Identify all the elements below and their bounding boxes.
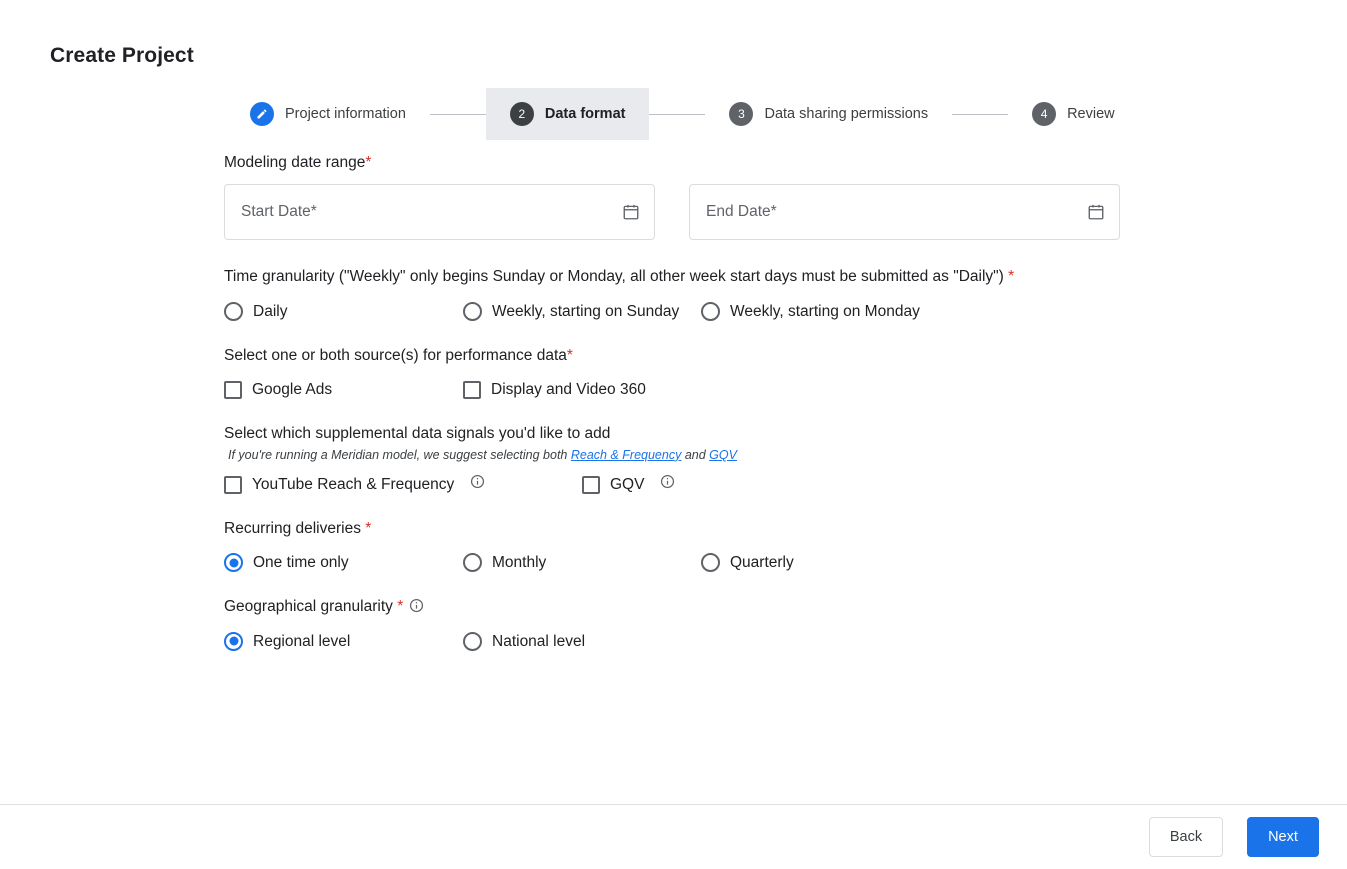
link-reach-frequency[interactable]: Reach & Frequency bbox=[570, 447, 682, 462]
required-asterisk: * bbox=[365, 154, 372, 171]
next-button[interactable]: Next bbox=[1247, 817, 1319, 857]
supplemental-signals-label: Select which supplemental data signals you'd like to add bbox=[224, 425, 611, 443]
radio-circle-daily[interactable] bbox=[224, 302, 243, 321]
performance-data-sources-options bbox=[224, 379, 1184, 401]
radio-label-one-time-only: One time only bbox=[253, 554, 349, 572]
stepper-step-data-sharing-permissions[interactable] bbox=[705, 88, 952, 140]
step-4-circle: 4 bbox=[1032, 102, 1056, 126]
step-4-label: Review bbox=[1067, 106, 1115, 122]
supplemental-signals-hint bbox=[228, 448, 1184, 462]
pencil-icon bbox=[256, 108, 268, 120]
footer-bar bbox=[0, 804, 1347, 869]
radio-label-monthly: Monthly bbox=[492, 554, 547, 572]
radio-circle-national-level[interactable] bbox=[463, 632, 482, 651]
checkbox-label-gqv: GQV bbox=[610, 475, 645, 493]
recurring-deliveries-label bbox=[224, 518, 1124, 540]
date-range-row bbox=[224, 184, 1184, 240]
geographical-granularity-block bbox=[224, 596, 1184, 652]
radio-circle-one-time-only[interactable] bbox=[224, 553, 243, 572]
radio-label-national-level: National level bbox=[492, 632, 586, 650]
time-granularity-label bbox=[224, 266, 1124, 288]
step-1-label: Project information bbox=[285, 106, 406, 122]
checkbox-google-ads[interactable] bbox=[224, 381, 242, 399]
end-date-placeholder: End Date* bbox=[706, 203, 777, 221]
radio-circle-quarterly[interactable] bbox=[701, 553, 720, 572]
checkbox-option-display-video-360[interactable] bbox=[463, 379, 646, 401]
stepper-step-review[interactable] bbox=[1008, 88, 1139, 140]
required-asterisk: * bbox=[397, 598, 404, 616]
checkbox-youtube-reach-frequency[interactable] bbox=[224, 476, 242, 494]
stepper-step-project-information[interactable] bbox=[226, 88, 430, 140]
radio-circle-monthly[interactable] bbox=[463, 553, 482, 572]
modeling-date-range-label bbox=[224, 152, 1184, 174]
checkbox-option-youtube-reach-frequency[interactable] bbox=[224, 474, 582, 496]
info-icon[interactable] bbox=[409, 598, 424, 613]
step-connector-2 bbox=[649, 114, 705, 115]
radio-option-quarterly[interactable] bbox=[701, 552, 941, 574]
step-2-label: Data format bbox=[544, 106, 626, 122]
radio-label-weekly-monday: Weekly, starting on Monday bbox=[730, 302, 920, 320]
info-icon[interactable] bbox=[660, 474, 675, 489]
end-date-input[interactable] bbox=[689, 184, 1120, 240]
supplemental-signals-options bbox=[224, 474, 1184, 496]
checkbox-label-youtube-reach-frequency: YouTube Reach & Frequency bbox=[252, 475, 455, 493]
calendar-icon[interactable] bbox=[622, 203, 640, 221]
geographical-granularity-label bbox=[224, 596, 1124, 618]
stepper-step-data-format[interactable] bbox=[486, 88, 650, 140]
time-granularity-options bbox=[224, 301, 1184, 323]
geographical-granularity-label-text: Geographical granularity bbox=[224, 598, 393, 616]
start-date-input[interactable] bbox=[224, 184, 655, 240]
checkbox-gqv[interactable] bbox=[582, 476, 600, 494]
checkbox-label-display-video-360: Display and Video 360 bbox=[491, 381, 646, 399]
required-asterisk: * bbox=[566, 346, 573, 364]
step-connector-1 bbox=[430, 114, 486, 115]
radio-circle-weekly-sunday[interactable] bbox=[463, 302, 482, 321]
checkbox-display-video-360[interactable] bbox=[463, 381, 481, 399]
step-1-circle bbox=[250, 102, 274, 126]
performance-data-sources-block bbox=[224, 345, 1184, 401]
step-2-circle: 2 bbox=[510, 102, 534, 126]
step-3-label: Data sharing permissions bbox=[764, 106, 929, 122]
radio-option-weekly-monday[interactable] bbox=[701, 301, 941, 323]
radio-option-regional-level[interactable] bbox=[224, 631, 463, 653]
required-asterisk: * bbox=[365, 519, 372, 537]
hint-middle: and bbox=[681, 447, 710, 462]
radio-option-national-level[interactable] bbox=[463, 631, 701, 653]
required-asterisk: * bbox=[1008, 268, 1015, 286]
radio-label-daily: Daily bbox=[253, 302, 288, 320]
radio-option-monthly[interactable] bbox=[463, 552, 701, 574]
hint-prefix: If you're running a Meridian model, we suggest selecting both bbox=[228, 447, 571, 462]
radio-label-weekly-sunday: Weekly, starting on Sunday bbox=[492, 302, 680, 320]
modeling-date-range-label-text: Modeling date range bbox=[224, 154, 366, 171]
info-icon[interactable] bbox=[470, 474, 485, 489]
radio-circle-regional-level[interactable] bbox=[224, 632, 243, 651]
step-3-circle: 3 bbox=[729, 102, 753, 126]
performance-data-sources-label bbox=[224, 345, 1124, 367]
link-gqv[interactable]: GQV bbox=[709, 447, 737, 462]
radio-label-quarterly: Quarterly bbox=[730, 554, 794, 572]
data-format-form bbox=[224, 152, 1184, 675]
performance-data-sources-label-text: Select one or both source(s) for performance data bbox=[224, 346, 567, 364]
step-connector-3 bbox=[952, 114, 1008, 115]
checkbox-option-google-ads[interactable] bbox=[224, 379, 463, 401]
radio-label-regional-level: Regional level bbox=[253, 632, 351, 650]
geographical-granularity-options bbox=[224, 631, 1184, 653]
recurring-deliveries-options bbox=[224, 552, 1184, 574]
recurring-deliveries-label-text: Recurring deliveries bbox=[224, 519, 361, 537]
checkbox-option-gqv[interactable] bbox=[582, 474, 675, 496]
time-granularity-label-text: Time granularity ("Weekly" only begins Sunday or Monday, all other week start days must be submitted as "Daily") bbox=[224, 268, 1004, 286]
start-date-placeholder: Start Date* bbox=[241, 203, 317, 221]
calendar-icon[interactable] bbox=[1087, 203, 1105, 221]
radio-circle-weekly-monday[interactable] bbox=[701, 302, 720, 321]
recurring-deliveries-block bbox=[224, 518, 1184, 574]
time-granularity-block bbox=[224, 266, 1184, 322]
supplemental-signals-block bbox=[224, 423, 1184, 495]
scroll-indicator bbox=[1339, 861, 1345, 867]
radio-option-weekly-sunday[interactable] bbox=[463, 301, 701, 323]
radio-option-one-time-only[interactable] bbox=[224, 552, 463, 574]
page-title: Create Project bbox=[50, 44, 194, 67]
back-button[interactable]: Back bbox=[1149, 817, 1223, 857]
radio-option-daily[interactable] bbox=[224, 301, 463, 323]
stepper bbox=[226, 88, 1139, 140]
checkbox-label-google-ads: Google Ads bbox=[252, 381, 333, 399]
